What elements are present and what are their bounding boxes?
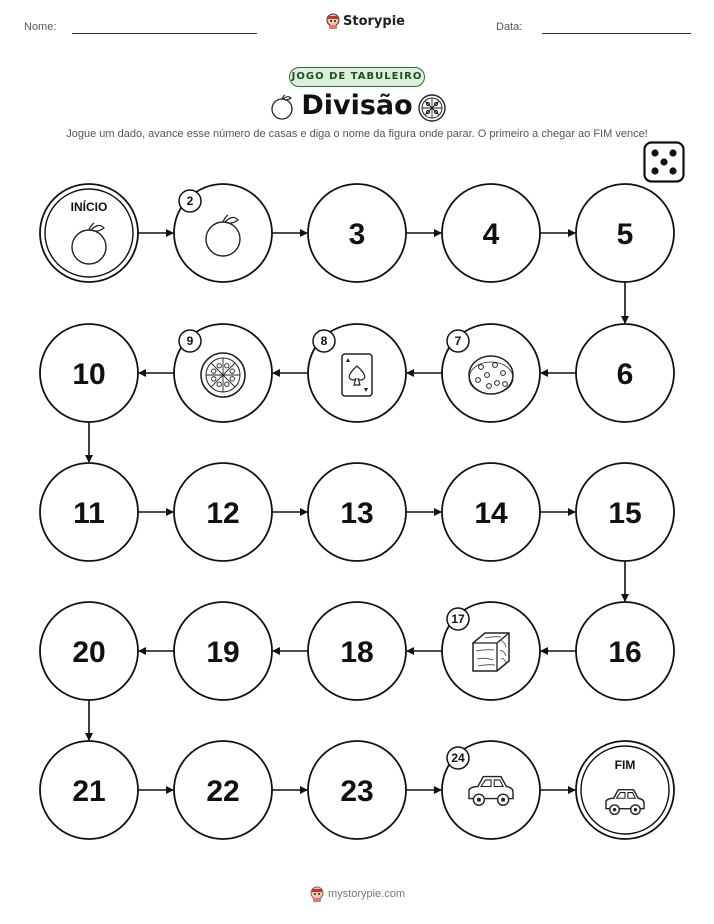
board-space-16[interactable] [576, 602, 674, 700]
board-space-9[interactable] [174, 324, 272, 422]
space-number: 3 [348, 218, 366, 251]
space-number: 22 [206, 775, 240, 808]
space-number: 13 [340, 497, 374, 530]
board-space-18[interactable] [308, 602, 406, 700]
board-space-23[interactable] [308, 741, 406, 839]
space-number: 23 [340, 775, 374, 808]
start-label: INÍCIO [70, 200, 108, 214]
board-space-19[interactable] [174, 602, 272, 700]
board-space-20[interactable] [40, 602, 138, 700]
finish-label: FIM [614, 758, 636, 772]
space-number: 19 [206, 636, 240, 669]
space-number: 24 [451, 751, 465, 765]
pizza-icon [201, 353, 245, 397]
board-space-11[interactable] [40, 463, 138, 561]
footer-site[interactable]: mystorypie.com [328, 888, 406, 900]
board-space-24[interactable] [442, 741, 540, 839]
board-space-14[interactable] [442, 463, 540, 561]
space-number: 18 [340, 636, 374, 669]
space-number: 20 [72, 636, 106, 669]
finish-space[interactable] [576, 741, 674, 839]
space-number: 21 [72, 775, 106, 808]
board-space-10[interactable] [40, 324, 138, 422]
playing-card-icon [342, 354, 372, 396]
space-number: 7 [454, 334, 462, 348]
space-number: 11 [73, 497, 105, 530]
footer-logo [310, 886, 405, 902]
board-space-22[interactable] [174, 741, 272, 839]
space-number: 4 [482, 218, 500, 251]
space-number: 16 [608, 636, 642, 669]
space-number: 6 [616, 358, 634, 391]
brand-name: Storypie [343, 13, 405, 29]
board-space-7[interactable] [442, 324, 540, 422]
board-space-5[interactable] [576, 184, 674, 282]
board-space-2[interactable] [174, 184, 272, 282]
board-space-6[interactable] [576, 324, 674, 422]
board-space-3[interactable] [308, 184, 406, 282]
board-space-13[interactable] [308, 463, 406, 561]
game-type-badge: JOGO DE TABULEIRO [289, 67, 425, 87]
name-label: Nome: [24, 21, 57, 33]
space-number: 9 [186, 334, 194, 348]
space-number: 10 [72, 358, 106, 391]
space-number: 14 [474, 497, 508, 530]
space-number: 8 [320, 334, 328, 348]
space-number: 15 [608, 497, 642, 530]
board-space-17[interactable] [442, 602, 540, 700]
instructions: Jogue um dado, avance esse número de casas e diga o nome da figura onde parar. O primeiro a chegar ao FIM vence! [66, 128, 648, 140]
board-space-21[interactable] [40, 741, 138, 839]
board-space-8[interactable] [308, 324, 406, 422]
space-number: 5 [616, 218, 634, 251]
mascot-icon [310, 886, 324, 902]
date-label: Data: [496, 21, 523, 33]
space-number: 17 [451, 612, 465, 626]
space-number: 12 [206, 497, 240, 530]
space-number: 2 [186, 194, 194, 208]
board-space-12[interactable] [174, 463, 272, 561]
start-space[interactable] [40, 184, 138, 282]
board-space-15[interactable] [576, 463, 674, 561]
wooden-cube-icon [473, 633, 509, 671]
page-title: Divisão [301, 90, 413, 121]
board-space-4[interactable] [442, 184, 540, 282]
